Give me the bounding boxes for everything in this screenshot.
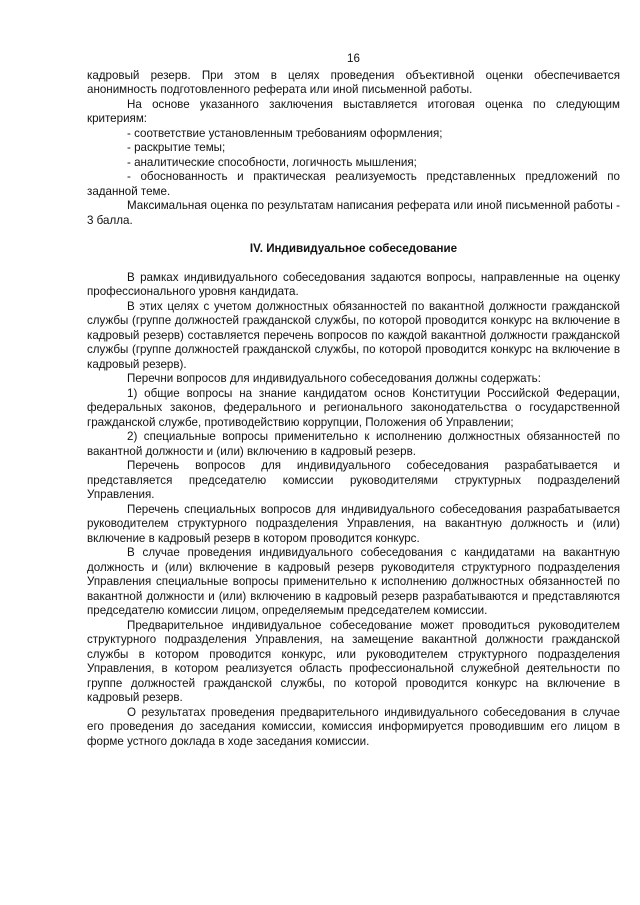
section-paragraph: В этих целях с учетом должностных обязанностей по вакантной должности гражданской службы (группе должностей гражданской службы, по которой проводится конкурс на включение в кадровый резерв) составляется перечень вопросов по каждой вакантной должности гражданской службы (группе должностей гражданской службы, по которой проводится конкурс на включение в кадровый резерв). — [87, 299, 620, 371]
intro-paragraph-1: кадровый резерв. При этом в целях проведения объективной оценки обеспечивается анонимность подготовленного реферата или иной письменной работы. — [87, 68, 620, 96]
section-paragraph: В случае проведения индивидуального собеседования с кандидатами на вакантную должность и (или) включение в кадровый резерв руководителя структурного подразделения Управления специальные вопросы применительно к исполнению должностных обязанностей по вакантной должности и (или) включению в кадровый резерв разрабатываются и представляются председателю комиссии лицом, определяемым председателем комиссии. — [87, 546, 620, 617]
document-page — [87, 52, 620, 749]
section-paragraph: 2) специальные вопросы применительно к исполнению должностных обязанностей по вакантной должности и (или) включению в кадровый резерв. — [87, 430, 620, 458]
intro-paragraph-2: На основе указанного заключения выставляется итоговая оценка по следующим критериям: — [87, 97, 620, 125]
criteria-item: - обоснованность и практическая реализуемость представленных предложений по заданной теме. — [87, 170, 620, 198]
criteria-item: - раскрытие темы; — [127, 141, 226, 154]
section-paragraph: Предварительное индивидуальное собеседование может проводиться руководителем структурного подразделения Управления, на замещение вакантной должности гражданской службы в котором проводится конкурс, или руководителем структурного подразделения Управления, в котором реализуется область профессиональной служебной деятельности по группе должностей гражданской службы, по которой проводится конкурс на включение в кадровый резерв. — [87, 618, 620, 704]
max-score-paragraph: Максимальная оценка по результатам написания реферата или иной письменной работы - 3 балла. — [87, 199, 620, 227]
section-paragraph: В рамках индивидуального собеседования задаются вопросы, направленные на оценку профессионального уровня кандидата. — [87, 270, 620, 298]
section-paragraph: Перечень специальных вопросов для индивидуального собеседования разрабатывается руководителем структурного подразделения Управления, на вакантную должность и (или) включение в кадровый резерв в котором проводится конкурс. — [87, 502, 620, 545]
page-number: 16 — [347, 52, 360, 65]
section-paragraph: Перечень вопросов для индивидуального собеседования разрабатывается и представляется председателю комиссии руководителями структурных подразделений Управления. — [87, 459, 620, 501]
section-paragraph: Перечни вопросов для индивидуального собеседования должны содержать: — [127, 372, 541, 385]
section-paragraph: О результатах проведения предварительного индивидуального собеседования в случае его проведения до заседания комиссии, комиссия информируется проводившим его лицом в форме устного доклада в ходе заседания комиссии. — [87, 705, 620, 748]
criteria-item: - аналитические способности, логичность мышления; — [127, 155, 417, 169]
criteria-item: - соответствие установленным требованиям оформления; — [127, 126, 443, 140]
section-paragraph: 1) общие вопросы на знание кандидатом основ Конституции Российской Федерации, федеральных законов, федерального и регионального законодательства о государственной гражданской службе, противодействию коррупции, Положения об Управлении; — [87, 386, 620, 429]
section-title: IV. Индивидуальное собеседование — [249, 242, 458, 255]
